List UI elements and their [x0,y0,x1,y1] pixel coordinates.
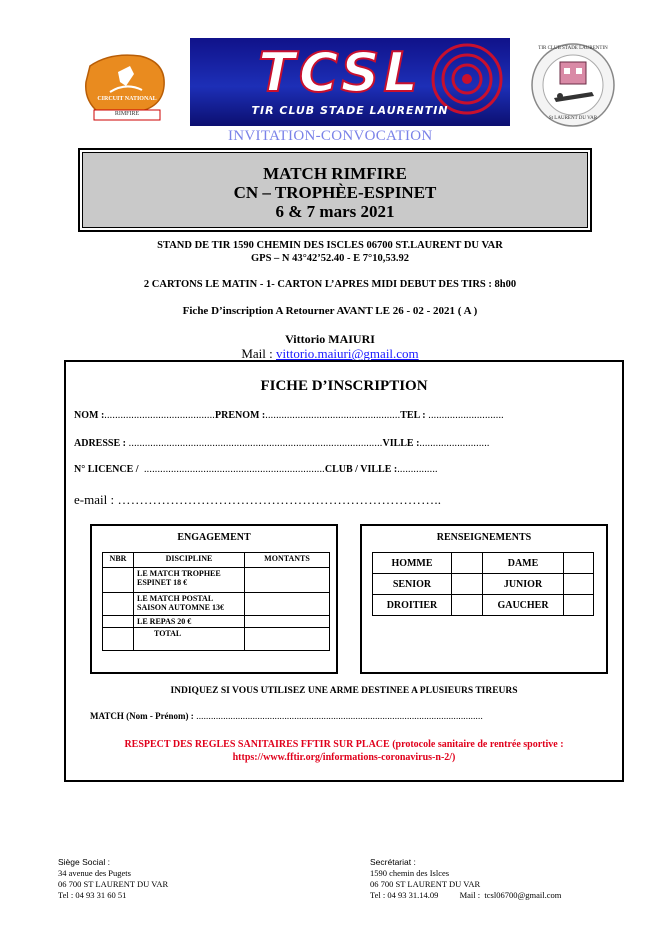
option-label: GAUCHER [483,595,564,616]
siege-line: 06 700 ST LAURENT DU VAR [58,879,169,889]
option-label: SENIOR [373,574,452,595]
siege-line: Tel : 04 93 31 60 51 [58,890,127,900]
table-row [103,616,330,628]
adresse-field[interactable]: .............................................................................................. [125,438,383,449]
table-row [103,628,330,651]
logo-left-text: CIRCUIT NATIONAL [97,96,157,102]
ville-field[interactable]: .......................... [419,438,490,449]
option-checkbox[interactable] [564,574,594,595]
nom-field[interactable]: ......................................... [104,410,215,421]
club-label: CLUB / VILLE : [324,464,398,475]
sanitary-rules-notice: RESPECT DES REGLES SANITAIRES FFTIR SUR PLACE (protocole sanitaire de rentrée sportive : https://www.fftir.org/informations-coronavirus-n-2/) [124,739,564,763]
club-seal-logo [530,42,616,128]
nbr-cell[interactable] [103,568,134,593]
match-name-row [90,711,483,721]
licence-row [74,464,438,475]
option-label: DROITIER [373,595,452,616]
discipline-cell: TOTAL [134,628,245,651]
match-line-2: CN – TROPHÈE-ESPINET [233,183,437,202]
secretariat-line: 06 700 ST LAURENT DU VAR [370,879,481,889]
prenom-label: PRENOM : [214,410,266,421]
option-checkbox[interactable] [452,595,483,616]
tcsl-logo [190,38,510,126]
siege-title: Siège Social : [58,857,110,867]
gps-coordinates: GPS – N 43°42’52.40 - E 7°10,53.92 [250,253,410,264]
table-row [103,568,330,593]
email-field[interactable]: ……………………………………………………………….. [114,492,442,507]
invitation-title: INVITATION-CONVOCATION [228,128,433,144]
logo-center-title: TCSL [258,41,422,104]
mail-label: Mail : [241,346,276,361]
ville-label: VILLE : [382,438,420,449]
adresse-label: ADRESSE : [74,438,126,449]
montant-cell[interactable] [245,593,330,616]
club-field[interactable]: ............... [397,464,438,475]
engagement-box [90,524,338,674]
contact-email-link[interactable]: vittorio.maiuri@gmail.com [276,346,419,361]
engagement-table [102,552,330,651]
logo-right-bottom: St LAURENT DU VAR [548,116,598,121]
match-line-3: 6 & 7 mars 2021 [275,202,395,221]
renseignements-table [372,552,594,616]
cartons-info: 2 CARTONS LE MATIN - 1- CARTON L’APRES MIDI DEBUT DES TIRS : 8h00 [143,279,517,290]
licence-field[interactable]: ................................................................... [138,464,325,475]
montant-cell[interactable] [245,616,330,628]
logo-center-sub: TIR CLUB STADE LAURENTIN [251,104,449,117]
header-nbr: NBR [103,553,134,568]
montant-cell[interactable] [245,568,330,593]
logo-left-sub: RIMFIRE [114,111,140,117]
form-title: FICHE D’INSCRIPTION [260,378,428,394]
contact-name: Vittorio MAIURI [285,332,375,346]
address-row [74,438,490,449]
option-label: HOMME [373,553,452,574]
header-montants: MONTANTS [245,553,330,568]
table-row [373,574,594,595]
email-row [74,492,441,508]
nbr-cell[interactable] [103,593,134,616]
option-checkbox[interactable] [452,574,483,595]
tel-field[interactable]: ............................ [425,410,504,421]
footer-secretariat [370,857,561,901]
tel-label: TEL : [400,410,426,421]
discipline-cell: LE MATCH TROPHEE ESPINET 18 € [134,568,245,593]
nom-label: NOM : [74,410,105,421]
prenom-field[interactable]: .................................................. [265,410,401,421]
renseignements-title: RENSEIGNEMENTS [436,532,532,543]
circuit-national-logo [80,52,172,122]
siege-line: 34 avenue des Pugets [58,868,131,878]
footer-siege [58,857,168,901]
option-checkbox[interactable] [452,553,483,574]
nbr-cell[interactable] [103,616,134,628]
match-title-box [78,148,592,232]
stand-address: STAND DE TIR 1590 CHEMIN DES ISCLES 06700 ST.LAURENT DU VAR [157,240,503,251]
option-label: JUNIOR [483,574,564,595]
match-name-field[interactable]: ..................................................................................................................... [193,711,483,721]
table-row [373,595,594,616]
table-row [373,553,594,574]
header-discipline: DISCIPLINE [134,553,245,568]
match-name-label: MATCH (Nom - Prénom) : [90,711,194,721]
name-row [74,410,504,421]
licence-label: N° LICENCE / [74,464,139,475]
option-checkbox[interactable] [564,595,594,616]
secretariat-title: Secrétariat : [370,857,416,867]
shared-weapon-notice: INDIQUEZ SI VOUS UTILISEZ UNE ARME DESTINEE A PLUSIEURS TIREURS [170,686,518,696]
renseignements-box [360,524,608,674]
match-line-1: MATCH RIMFIRE [263,164,407,183]
secretariat-line: 1590 chemin des Islces [370,868,450,878]
option-checkbox[interactable] [564,553,594,574]
return-deadline: Fiche D’inscription A Retourner AVANT LE 26 - 02 - 2021 ( A ) [182,305,478,317]
email-label: e-mail : [74,492,115,507]
logo-right-top: TIR CLUB STADE LAURENTIN [538,46,608,51]
discipline-cell: LE REPAS 20 € [134,616,245,628]
engagement-title: ENGAGEMENT [177,532,251,543]
discipline-cell: LE MATCH POSTAL SAISON AUTOMNE 13€ [134,593,245,616]
montant-total-cell[interactable] [245,628,330,651]
option-label: DAME [483,553,564,574]
secretariat-line: Tel : 04 93 31.14.09 Mail : tcsl06700@gmail.com [370,890,562,900]
table-header-row [103,553,330,568]
table-row [103,593,330,616]
nbr-cell [103,628,134,651]
registration-form [64,360,624,782]
